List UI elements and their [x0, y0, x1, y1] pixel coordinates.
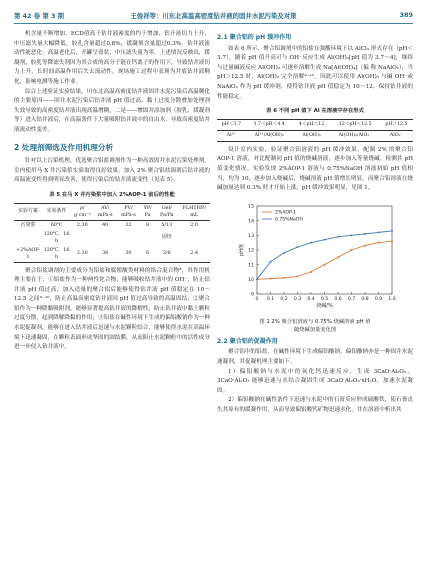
- table-5: [14, 203, 210, 263]
- data-point: [310, 241, 312, 243]
- table-cell: 32: [125, 221, 132, 228]
- table-cell: 6: [146, 250, 150, 256]
- paragraph: 设计室内实验，验证聚合铝溶液的 pH 缓冲效果。配制 2% 的聚合铝 AOP-1 溶液，对比配制同 pH 值的烧碱溶液，逐步加入等量烧碱，检测其 pH 值变化情况。实验发现 2%AOP-1 溶液与 0.75%NaOH 溶液初始 pH 值相当，均为 10，逐步加入烧碱后，烧碱溶液 pH 值增长明显，而聚合铝溶液在烧碱加量达到 0.3% 时才开始上涨，pH 缓冲效果明显，见图 1。: [217, 146, 413, 192]
- data-point: [310, 271, 312, 273]
- x-tick-label: 0.7: [347, 296, 356, 302]
- table-cell: 2.30: [76, 250, 88, 256]
- table-cell: 120℃、16 h: [43, 246, 70, 260]
- table-cell: pH＜3.7: [217, 119, 246, 130]
- table-6: [217, 119, 413, 142]
- legend-label: 0.75%NaOH: [275, 217, 303, 223]
- table-header-cell: YP/ Pa: [143, 204, 152, 218]
- table-header-cell: ρ/ g·cm⁻³: [73, 204, 91, 218]
- table-cell: 4＜pH＜12: [293, 119, 331, 130]
- table-header-cell: AV/ mPa·s: [97, 204, 113, 218]
- data-point: [378, 241, 380, 243]
- data-point: [337, 236, 339, 238]
- table-cell: 3.7＜pH＜4.4: [246, 119, 293, 130]
- series-line-1: [257, 241, 392, 279]
- data-point: [283, 252, 285, 254]
- table-cell: Al(OH)₃/AlO₂⁻: [338, 133, 372, 139]
- paragraph: 针对以上污染机理，优选聚合铝盐调剂作为一种高效固井水泥污染处理剂，室内使用马 X 井污染浆实验取得良好效果，加入 2% 聚合铝盐调剂后钻井液的高温流变性得到明显改善，使得污染后的钻井液流变性（见表 5）。: [14, 158, 210, 184]
- data-point: [297, 246, 299, 248]
- table-header-cell: Gel/ Pa/Pa: [159, 204, 174, 218]
- table-cell: [14, 230, 42, 246]
- table-header-row: [14, 203, 210, 220]
- table-cell: AlO₂⁻: [389, 133, 403, 139]
- y-tick-label: 15: [248, 204, 254, 210]
- data-point: [337, 256, 339, 258]
- table-cell: 5/13: [161, 221, 173, 228]
- table-cell: 3/8: [162, 250, 171, 256]
- figure-caption-line: 图 1 2% 聚合铝溶液与 0.75% 烧碱溶液 pH 值: [259, 318, 371, 325]
- data-point: [351, 234, 353, 236]
- table-cell: 2.4: [190, 250, 199, 256]
- data-point: [391, 240, 393, 242]
- table-cell: 8: [146, 221, 150, 228]
- running-header: [14, 8, 413, 24]
- figure-caption-line: 随烧碱加量变化图: [293, 326, 337, 333]
- table-cell: +2%AOP-1: [16, 246, 41, 260]
- table-cell: 120℃、16 h: [43, 230, 70, 244]
- data-point: [324, 263, 326, 265]
- table-row: [14, 220, 210, 230]
- header-rule: [14, 23, 413, 24]
- data-point: [283, 277, 285, 279]
- data-point: [351, 249, 353, 251]
- table-cell: pH＞12.5: [380, 119, 413, 130]
- data-point: [391, 230, 393, 232]
- x-tick-label: 0.3: [293, 296, 302, 302]
- article-running-title: 王俊祥等：川东北高温高密度钻井液的固井水泥污染及对策: [130, 12, 297, 20]
- paragraph: 综合上述验证实验结果，川东北高温高密度钻井液固井水泥污染后高温稠化的主要原因——固井水泥污染后钻井液 pH 值过高，黏土过度分散叠加处理剂失效导致的高密度钻井液出现高温增稠，二是——惨固井添加剂（胶乳、缓凝剂等）进入钻井液后，在高温条件下大量吸附钻井液中的自由水，导致高密度钻井液流动性变差。: [14, 88, 210, 133]
- data-point: [364, 244, 366, 246]
- legend-label: 2%AOP-1: [275, 210, 297, 216]
- data-point: [364, 233, 366, 235]
- paragraph: 1）偏铝酸钠与水泥中的氧化钙迅速反应，生成 3CaO·Al₂O₃、3CaO·Al₂O₃ 能够迅速与水结合凝固生成 3CaO·Al₂O₃·xH₂O，加速水泥凝固。: [217, 368, 413, 394]
- table-header-cell: 实验方案: [18, 208, 38, 214]
- table-header-cell: 实验条件: [46, 208, 67, 214]
- series-line-2: [257, 231, 392, 279]
- table-row: [217, 130, 413, 141]
- y-tick-label: 13: [248, 233, 254, 239]
- x-tick-label: 0.2: [280, 296, 288, 302]
- section-heading: 2 处理剂筛选及作用机理分析: [14, 142, 114, 152]
- table-cell: [117, 230, 140, 246]
- y-tick-label: 14: [248, 218, 254, 224]
- x-tick-label: 0: [255, 296, 259, 302]
- table-header-cell: PV/ mPa·s: [121, 204, 136, 218]
- table-cell: 40: [102, 221, 109, 228]
- table-cell: [71, 230, 94, 246]
- table-cell: [140, 230, 155, 246]
- journal-volume: 第 42 卷 第 3 期: [14, 12, 65, 20]
- x-tick-label: 0.1: [266, 296, 275, 302]
- figure-caption: [217, 318, 413, 334]
- x-tick-label: 1.0: [388, 296, 396, 302]
- table-row: [14, 230, 210, 246]
- y-tick-label: 12: [248, 248, 254, 254]
- table-cell: Al(OH)₃: [302, 133, 321, 139]
- data-point: [256, 278, 258, 280]
- table-cell: Al³⁺: [226, 133, 236, 139]
- paragraph: 聚合铝中的铝盐，在碱性环境下生成偏铝酸钠，偏铝酸钠亦是一种固井水泥速凝剂，其促凝机理主要如下。: [217, 349, 413, 365]
- data-point: [270, 260, 272, 262]
- table-header-cell: FLHTHP/ mL: [182, 204, 206, 218]
- x-tick-label: 0.9: [374, 296, 383, 302]
- data-point: [324, 238, 326, 240]
- ph-line-chart: [217, 198, 413, 316]
- x-tick-label: 0.4: [307, 296, 315, 302]
- table-cell: 2.30: [76, 221, 88, 228]
- data-point: [378, 231, 380, 233]
- x-tick-label: 0.5: [320, 296, 329, 302]
- table-row: [217, 119, 413, 130]
- table-cell: 30: [125, 250, 132, 256]
- subsection-heading: 2.1 聚合铝的 pH 缓冲作用: [217, 34, 292, 41]
- data-point: [270, 277, 272, 279]
- table-cell: 12＜pH＜12.5: [331, 119, 380, 130]
- figure-1: [217, 198, 413, 316]
- y-tick-label: 9: [251, 292, 254, 298]
- x-tick-label: 0.6: [334, 296, 342, 302]
- table-cell: [178, 230, 210, 246]
- table-cell: 污染浆: [20, 221, 36, 228]
- table-cell: 36: [102, 250, 109, 256]
- table-cell: Al³⁺/Al(OH)₃: [254, 133, 284, 139]
- y-tick-label: 10: [248, 277, 254, 283]
- subsection-heading: 2.2 聚合铝的促凝作用: [217, 337, 278, 345]
- paragraph: 机含量不断增加。ECD值高于钻井液密度的约于增加，钻开液切力上升，中压滤失量大幅降低，胶孔含量超过0.8%，缓凝剂含量超过0.3%。钻井液流动性能恶化：高温老化后，开罐呈膏状，中压滤失量为零，上述情况反映出，缓凝剂、胶乳等降滤失剂因为其合成的高分子链在钙离子的作用下，导致钻井液切力上升，长时间高温作用后失去流动性，现场施工过程中表现为井底钻井液稠化，影响电测等施工作业。: [14, 31, 210, 85]
- y-tick-label: 11: [248, 262, 254, 268]
- table-caption: 表 6 不同 pH 值下 Al 在溶液中存在形式: [266, 108, 364, 115]
- data-point: [297, 275, 299, 277]
- table-cell: 固结: [161, 234, 172, 240]
- y-axis-label: pH值: [239, 243, 245, 256]
- x-tick-label: 0.8: [361, 296, 369, 302]
- left-column: [14, 30, 210, 353]
- right-column: [217, 30, 413, 415]
- table-row: [14, 246, 210, 263]
- page-number: 389: [399, 11, 413, 19]
- table-cell: 60℃: [50, 221, 63, 228]
- table-cell: [94, 230, 117, 246]
- paragraph: 聚合铝盐调剂的主要成分为铝盐和腐殖酸类材料的络合混合物⁸，其作用机理主要在于：①铝盐作为一种两性化合物，能够吸收钻井液中的 OH⁻，防止钻井液 pH 值过高，加入适量的聚合铝后能够使得钻井液 pH 值稳定在 10～12.5 之间⁹⁻¹⁰，防止高温高密度钻井液因 pH 值过高导致的高温固结；②聚合铝作为一种降黏吸附剂，能够显著提高钻井液的降解性，防止钻井液中黏土颗粒过度分散，起到降解降黏的作用；③铝盐在碱性环境下生成的偏铝酸钠作为一种水泥促凝剂，能够在进入钻井液后迅速与水泥颗粒结合，能够使得水泥在高温环境下迅速凝固，在颗粒表面形成坚固的固结膜，从而阻止水泥颗粒中的活性成分进一步侵入钻井液中。: [14, 267, 210, 351]
- paragraph: 如表 6 所示，聚合铝调剂中的铝盐在强酸环境下以 AlCl₃ 形式存在（pH＜3.7），随着 pH 值升高可与 OH⁻反应生成 Al(OH)₃[pH 值为 3.7～4]，继续与过量碱液反应 Al(OH)₃ 可逐步溶解生成 Na[Al(OH)₄]（偏 称 NaAlO₂），当 pH＞12.5 时，Al(OH)₃ 完全溶解⁹⁻¹²。因此可以使用 Al(OH)₃ 与碱 OH⁻或 NaAlO₂ 作为 pH 缓冲剂，使得钻井液 pH 值稳定为 10～12，保持钻井液的性能稳定。: [217, 45, 413, 100]
- paragraph: 2）偏铝酸钠在碱性条件下迅速与水泥中的石膏反应形成硫酸铁，使石膏丧失其原有的缓凝作用，从而导致偏铝酸钙矿物迅速水化，并在溶液中析出其: [217, 397, 413, 413]
- x-axis-label: 烧碱/%: [316, 302, 333, 309]
- table-caption: 表 5 在马 X 井污染浆中加入 2%AOP-1 前后的性能: [49, 191, 175, 198]
- table-cell: 2.0: [190, 221, 199, 228]
